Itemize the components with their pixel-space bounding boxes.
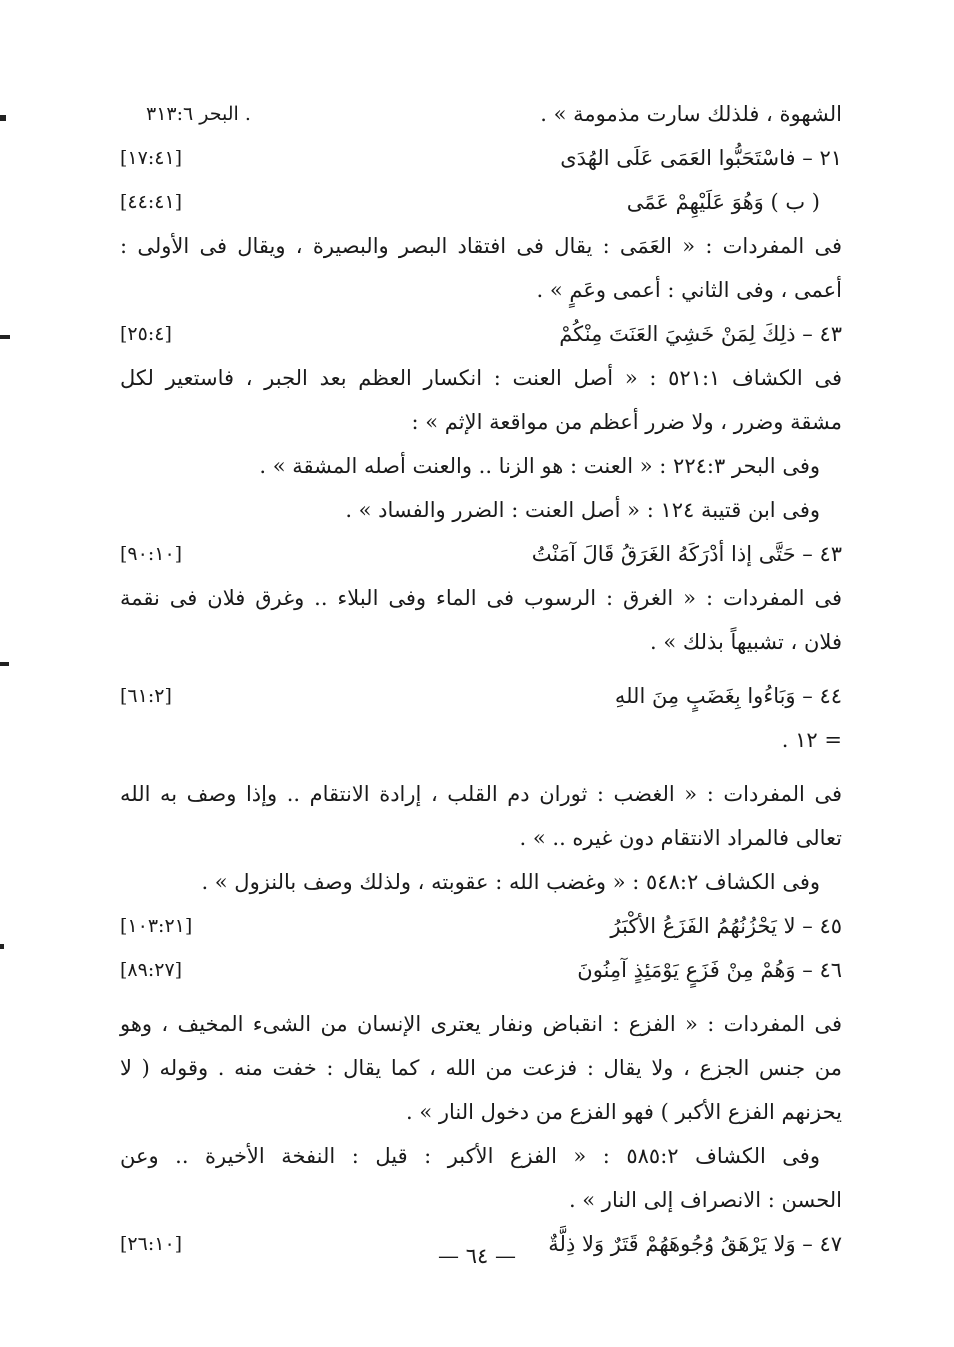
line-text: ٤٧ – وَلا يَرْهَقُ وُجُوهَهُمْ قَتَرٌ وَلا ذِلَّةٌ (548, 1232, 842, 1256)
spacer (120, 762, 842, 772)
line-text: ٢١ – فاسْتَحَبُّوا العَمَى عَلَى الهُدَى (560, 146, 842, 170)
line-text: الشهوة ، فلذلك سارت مذمومة » . (540, 102, 842, 126)
text-line (120, 1134, 842, 1178)
text-line (120, 718, 842, 762)
text-line (120, 816, 842, 860)
line-text: مشقة وضرر ، ولا ضرر أعظم من مواقعة الإثم » : (411, 410, 842, 434)
line-text: من جنس الجزع ، ولا يقال : فزعت من الله ، كما يقال : خفت منه . وقوله ( لا (120, 1056, 842, 1080)
line-text: ٤٣ – ذلِكَ لِمَنْ خَشِيَ العَنَتَ مِنْكُمْ (559, 322, 842, 346)
page-body (120, 92, 842, 1266)
line-text: ٤٥ – لا يَحْزُنُهُمُ الفَزَعُ الأكْبَرُ (610, 914, 842, 938)
text-line (120, 1046, 842, 1090)
margin-mark (0, 662, 9, 666)
text-line (120, 400, 842, 444)
line-text: وفى الكشاف ٥٨٥:٢ : « الفزع الأكبر : قيل : النفخة الأخيرة .. وعن (120, 1144, 820, 1168)
verse-line (120, 136, 842, 180)
line-text: الحسن : الانصراف إلى النار » . (568, 1188, 842, 1212)
verse-line (120, 904, 842, 948)
margin-mark (0, 944, 4, 949)
margin-mark (0, 335, 10, 339)
verse-line (120, 180, 842, 224)
verse-reference: [١٠٣:٢١] (120, 915, 193, 937)
text-line (120, 620, 842, 664)
verse-line (120, 312, 842, 356)
text-line (120, 576, 842, 620)
verse-reference: [٦١:٢] (120, 685, 172, 707)
spacer (120, 664, 842, 674)
line-text: ( ب ) وَهُوَ عَلَيْهِمْ عَمًى (626, 190, 820, 214)
text-line (120, 1090, 842, 1134)
text-line (120, 444, 842, 488)
text-line (120, 268, 842, 312)
verse-line (120, 532, 842, 576)
line-text: فلان ، تشبيهاً بذلك » . (650, 630, 842, 654)
line-text: أعمى ، وفى الثاني : أعمى وعَمٍ » . (536, 278, 842, 302)
verse-line (120, 948, 842, 992)
spacer (120, 992, 842, 1002)
line-text: وفى الكشاف ٥٤٨:٢ : « وغضب الله : عقوبته ، ولذلك وصف بالنزول » . (201, 870, 820, 894)
line-text: فى المفردات : « العَمَى : يقال فى افتقاد البصر والبصيرة ، ويقال فى الأولى : (120, 234, 842, 258)
text-line (120, 860, 842, 904)
verse-reference: [٢٦:١٠] (120, 1233, 183, 1255)
line-text: فى المفردات : « الغضب : ثوران دم القلب ، إرادة الانتقام .. وإذا وصف به الله (120, 782, 842, 806)
source-reference: البحر ٣١٣:٦ . (146, 103, 251, 125)
line-text: فى المفردات : « الفزع : انقباض ونفار يعترى الإنسان من الشىء المخيف ، وهو (120, 1012, 842, 1036)
text-line (120, 1002, 842, 1046)
verse-line (120, 92, 842, 136)
text-line (120, 224, 842, 268)
line-text: يحزنهم الفزع الأكبر ) فهو الفزع من دخول النار » . (406, 1100, 842, 1124)
margin-mark (0, 115, 6, 121)
line-text: فى الكشاف ٥٢١:١ : « أصل العنت : انكسار العظم بعد الجبر ، فاستعير لكل (120, 366, 843, 390)
line-text: ٤٣ – حَتَّى إذا أدْرَكَهُ الغَرَقُ قَالَ آمَنْتُ (531, 542, 842, 566)
verse-line (120, 674, 842, 718)
text-line (120, 1178, 842, 1222)
line-text: = ١٢ . (781, 728, 842, 752)
line-text: فى المفردات : « الغرق : الرسوب فى الماء وفى البلاء .. وغرق فلان فى نقمة (120, 586, 842, 610)
line-text: تعالى فالمراد الانتقام دون غيره .. » . (519, 826, 842, 850)
text-line (120, 356, 842, 400)
verse-reference: [٨٩:٢٧] (120, 959, 183, 981)
text-line (120, 488, 842, 532)
line-text: ٤٤ – وَبَاءُوا بِغَضَبٍ مِنَ اللهِ (614, 684, 842, 708)
page-number: — ٦٤ — (438, 1244, 516, 1268)
verse-reference: [٩٠:١٠] (120, 543, 183, 565)
text-line (120, 772, 842, 816)
verse-reference: [٢٥:٤] (120, 323, 172, 345)
verse-reference: [٤٤:٤١] (120, 191, 183, 213)
verse-reference: [١٧:٤١] (120, 147, 183, 169)
line-text: ٤٦ – وَهُمْ مِنْ فَزَعٍ يَوْمَئِذٍ آمِنُونَ (577, 958, 842, 982)
line-text: وفى ابن قتيبة ١٢٤ : « أصل العنت : الضرر والفساد » . (345, 498, 820, 522)
line-text: وفى البحر ٢٢٤:٣ : « العنت : هو الزنا .. والعنت أصله المشقة » . (259, 454, 820, 478)
